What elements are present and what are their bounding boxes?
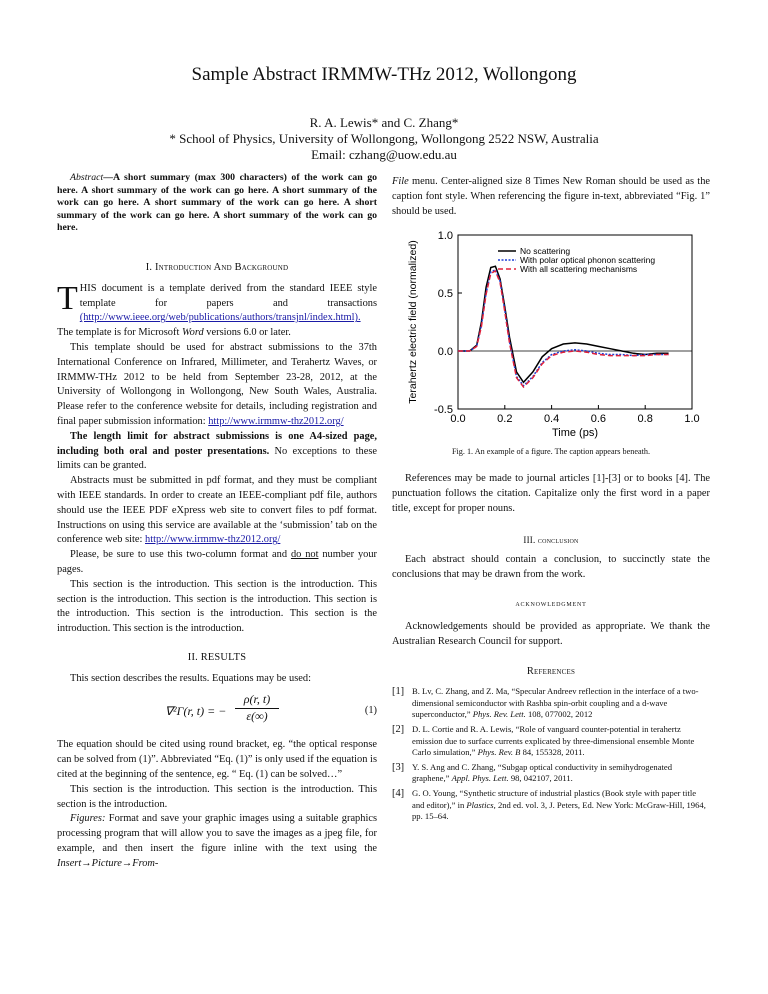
conclusion-paragraph: Each abstract should contain a conclusion, to succinctly state the conclusions that may be drawn from the work.	[392, 554, 710, 581]
right-column	[392, 175, 710, 826]
y-tick-label: -0.5	[434, 404, 453, 417]
reference-text: G. O. Young, “Synthetic structure of industrial plastics (Book style with paper title and editor),” in Plastics, 2nd ed. vol. 3, J. Peters, Ed. New York: McGraw-Hill, 1964, pp. 15–64.	[412, 787, 706, 822]
figures-paragraph: Figures: Format and save your graphic images using a suitable graphics processing program that will allow you to save the images as a jpeg file, for example, and then insert the figure inline with the text using the Insert→Picture→From-	[57, 813, 377, 869]
equation-1	[57, 692, 377, 736]
results-paragraph-2: The equation should be cited using round bracket, eg. “the optical response can be solved from (1)”. Abbreviated “Eq. (1)” is only used if the equation is cited at the beginning of the sentence, eg. “ Eq. (1) can be solved…”	[57, 739, 377, 781]
email: Email: czhang@uow.edu.au	[311, 147, 457, 162]
legend-label: With polar optical phonon scattering	[520, 255, 656, 266]
y-tick-label: 1.0	[437, 230, 453, 243]
figure-caption: Fig. 1. An example of a figure. The caption appears beneath.	[451, 447, 651, 457]
x-axis-label: Time (ps)	[551, 427, 599, 440]
reference-list	[392, 686, 710, 823]
references-paragraph: References may be made to journal articles [1]-[3] or to books [4]. The punctuation follows the citation. Capitalize only the first word in a paper title, except for proper nouns.	[392, 473, 710, 514]
intro-paragraph-5: Please, be sure to use this two-column format and do not number your pages.	[57, 549, 378, 575]
y-tick-label: 0.5	[437, 288, 453, 301]
authors: R. A. Lewis* and C. Zhang*	[309, 115, 459, 130]
x-tick-label: 0.0	[450, 413, 466, 426]
y-axis-label: Terahertz electric field (normalized)	[407, 240, 419, 405]
references-title: References	[526, 666, 576, 678]
x-tick-label: 0.6	[590, 413, 607, 426]
reference-item	[392, 686, 710, 721]
x-tick-label: 0.2	[497, 413, 513, 426]
chart-series	[458, 267, 669, 388]
section-1-title: I. Introduction And Background	[145, 261, 289, 273]
series-line-3	[458, 271, 669, 387]
author-block	[0, 115, 768, 163]
drop-cap: T	[57, 279, 78, 317]
series-line-2	[458, 270, 669, 386]
equation-lhs: ∇²Γ(r, t) = −	[165, 704, 227, 719]
results-paragraph-3: This section is the introduction. This section is the introduction. This section is the introduction.	[57, 783, 377, 810]
intro-paragraph-3: The length limit for abstract submissions is one A4-sized page, including both oral and poster presentations. No exceptions to these limits can be granted.	[57, 430, 377, 472]
y-tick-label: 0.0	[437, 346, 453, 359]
reference-item	[392, 788, 710, 823]
reference-number: [4]	[392, 787, 405, 799]
left-column	[57, 172, 377, 872]
abstract-label: Abstract	[70, 172, 104, 183]
intro-paragraph-6: This section is the introduction. This section is the introduction. This section is the introduction. This section is the introduction. This section is the introduction. This section is the introduction. This section is the introduction. This section is the introduction.	[57, 578, 377, 635]
abstract-text: —A short summary (max 300 characters) of the work can go here. A short summary of the work can go here. A short summary of the work can go here. A short summary of the work can go here. A short summary of the work can go here. A short summary of the work can go here.	[57, 172, 377, 234]
intro-paragraph-2: This template should be used for abstract submissions to the 37th International Conference on Infrared, Millimeter, and Terahertz Waves, or IRMMW-THz 2012 to be held from September 23-28, 2012, at the University of Wollongong in Wollongong, New South Wales, Australia. Please refer to the conference website for details, including registration and final paper submission information: http://www.irmmw-thz2012.org/	[57, 341, 377, 427]
equation-fraction	[235, 692, 279, 724]
reference-number: [2]	[392, 723, 405, 735]
reference-text: Y. S. Ang and C. Zhang, “Subgap optical conductivity in semihydrogenated graphene,” Appl. Phys. Lett. 98, 042107, 2011.	[412, 761, 673, 784]
paper-title: Sample Abstract IRMMW-THz 2012, Wollongong	[191, 64, 577, 85]
series-line-1	[458, 267, 669, 383]
intro-paragraph-4: Abstracts must be submitted in pdf format, and they must be compliant with IEEE standards. In order to create an IEEE-compliant pdf file, authors should use the IEEE PDF eXpress web site to convert files to pdf format. Instructions on using this service are available at the ‘submission’ tab on the conference web site: http://www.irmmw-thz2012.org/	[57, 475, 377, 546]
abstract	[57, 172, 377, 235]
affiliation: * School of Physics, University of Wollongong, Wollongong 2522 NSW, Australia	[169, 131, 599, 146]
equation-denominator: ε(∞)	[246, 709, 268, 724]
section-3-title: III. conclusion	[523, 534, 579, 545]
ieee-template-link[interactable]: (http://www.ieee.org/web/publications/authors/transjnl/index.html).	[79, 312, 361, 324]
x-tick-label: 0.4	[543, 413, 560, 426]
reference-text: D. L. Cortie and R. A. Lewis, “Role of vanguard counter-potential in terahertz emission due to surface currents explicated by three-dimensional ensemble Monte Carlo simulation,” Phys. Rev. B 84, 155328, 2011.	[412, 723, 695, 758]
legend-label: No scattering	[520, 246, 571, 257]
reference-item	[392, 762, 710, 785]
acknowledgment-paragraph: Acknowledgements should be provided as appropriate. We thank the Australian Research Council for support.	[392, 620, 710, 647]
acknowledgment-title: acknowledgment	[515, 598, 587, 608]
reference-item	[392, 724, 710, 759]
section-2-title: II. RESULTS	[187, 651, 247, 663]
equation-label: (1)	[364, 705, 377, 717]
results-paragraph-1: This section describes the results. Equations may be used:	[70, 672, 311, 684]
conference-link-2[interactable]: http://www.irmmw-thz2012.org/	[145, 534, 281, 546]
chart-legend	[498, 246, 655, 274]
figure-1-chart	[392, 227, 710, 441]
legend-label: With all scattering mechanisms	[520, 264, 638, 275]
reference-number: [3]	[392, 761, 405, 773]
reference-number: [1]	[392, 686, 405, 698]
reference-text: B. Lv, C. Zhang, and Z. Ma, “Specular Andreev reflection in the interface of a two-dimensional semiconductor with Rashba spin-orbit coupling and a d-wave superconductor,” Phys. Rev. Lett. 108, 077002, 2012	[412, 686, 699, 720]
figures-continued: File menu. Center-aligned size 8 Times New Roman should be used as the caption font style. When referencing the figure in-text, abbreviated “Fig. 1” should be used.	[392, 176, 710, 217]
intro-paragraph-1: THIS document is a template derived from the standard IEEE style template for papers and transactions (http://www.ieee.org/web/publications/authors/transjnl/index.html). The template is for Microsoft Word versions 6.0 or later.	[57, 279, 377, 339]
x-tick-label: 1.0	[684, 413, 700, 426]
conference-link-1[interactable]: http://www.irmmw-thz2012.org/	[208, 415, 344, 427]
x-tick-label: 0.8	[637, 413, 653, 426]
equation-numerator: ρ(r, t)	[235, 692, 279, 709]
